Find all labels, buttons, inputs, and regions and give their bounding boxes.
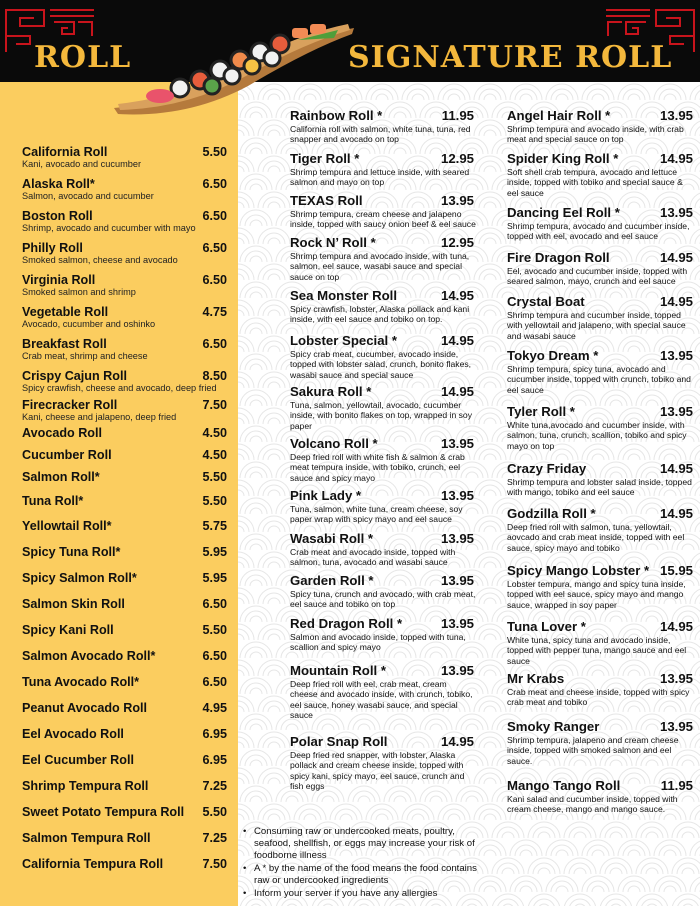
roll-name: Virginia Roll [22, 273, 96, 287]
signature-price: 11.95 [660, 778, 693, 793]
roll-item [22, 753, 227, 767]
signature-item [290, 193, 476, 230]
roll-price: 6.50 [202, 241, 227, 255]
roll-price: 8.50 [202, 369, 227, 383]
roll-price: 6.50 [202, 273, 227, 287]
signature-name: Sakura Roll * [290, 384, 372, 399]
signature-name: Mr Krabs [507, 671, 565, 686]
roll-price: 6.50 [202, 649, 227, 663]
signature-description: Shrimp tempura and avocado inside, with tuna, salmon, eel sauce, wasabi sauce and special sauce on top [290, 251, 470, 282]
signature-name: Spicy Mango Lobster * [507, 563, 650, 578]
roll-item [22, 398, 227, 423]
roll-name: California Roll [22, 145, 108, 159]
signature-item [290, 531, 476, 568]
roll-price: 4.50 [202, 448, 227, 462]
signature-item [290, 108, 476, 145]
roll-item [22, 545, 227, 559]
roll-item [22, 145, 227, 170]
signature-item [290, 384, 476, 431]
roll-name: Spicy Tuna Roll* [22, 545, 121, 559]
roll-item [22, 779, 227, 793]
roll-item [22, 571, 227, 585]
signature-name: Tiger Roll * [290, 151, 360, 166]
signature-description: Eel, avocado and cucumber inside, topped with seared salmon, mayo, crunch and eel sauce [507, 266, 688, 287]
roll-name: Tuna Roll* [22, 494, 84, 508]
note-item: • Inform your server if you have any allergies [242, 888, 492, 900]
signature-price: 15.95 [659, 563, 693, 578]
roll-price: 4.95 [202, 701, 227, 715]
roll-item [22, 448, 227, 462]
signature-name: Smoky Ranger [507, 719, 600, 734]
note-item: • A * by the name of the food means the food contains raw or undercooked ingredients [242, 863, 492, 887]
signature-name: Pink Lady * [290, 488, 362, 503]
roll-price: 6.50 [202, 177, 227, 191]
roll-price: 5.50 [202, 470, 227, 484]
roll-name: Alaska Roll* [22, 177, 95, 191]
roll-price: 7.50 [202, 857, 227, 871]
roll-item [22, 273, 227, 298]
roll-price: 5.50 [202, 623, 227, 637]
signature-description: Spicy crab meat, cucumber, avocado inside, topped with lobster salad, crunch, bonito flakes, wasabi sauce and special sauce [290, 349, 472, 380]
signature-price: 13.95 [440, 488, 474, 503]
signature-item [290, 616, 476, 653]
roll-name: Avocado Roll [22, 426, 103, 440]
roll-name: Philly Roll [22, 241, 83, 255]
roll-description: Salmon, avocado and cucumber [22, 191, 154, 201]
signature-item [507, 151, 693, 198]
signature-price: 13.95 [440, 193, 474, 208]
roll-name: Yellowtail Roll* [22, 519, 112, 533]
roll-description: Spicy crawfish, cheese and avocado, deep fried [22, 383, 217, 393]
roll-name: Shrimp Tempura Roll [22, 779, 149, 793]
roll-item [22, 831, 227, 845]
roll-name: Eel Avocado Roll [22, 727, 124, 741]
signature-price: 13.95 [440, 573, 474, 588]
signature-description: Salmon and avocado inside, topped with tuna, scallion and spicy mayo [290, 632, 466, 653]
signature-description: Deep fried red snapper, with lobster, Alaska pollack and cream cheese inside, topped with spicy kani, spicy mayo, eel sauce, crunch and fish eggs [290, 750, 465, 792]
roll-name: Cucumber Roll [22, 448, 112, 462]
signature-description: Shrimp tempura, spicy tuna, avocado and cucumber inside, topped with crunch, tobiko and eel sauce [507, 364, 691, 395]
signature-description: Shrimp tempura and avocado inside, with crab meat and special sauce on top [507, 124, 684, 145]
roll-price: 6.50 [202, 337, 227, 351]
roll-item [22, 857, 227, 871]
signature-price: 12.95 [440, 235, 474, 250]
signature-description: Tuna, salmon, white tuna, cream cheese, soy paper wrap with spicy mayo and eel sauce [290, 504, 463, 525]
signature-section-title: SIGNATURE ROLL [348, 40, 673, 75]
signature-item [507, 205, 693, 242]
signature-name: Fire Dragon Roll [507, 250, 610, 265]
signature-description: Lobster tempura, mango and spicy tuna inside, topped with eel sauce, spicy mayo and mango sauce, wrapped in soy paper [507, 579, 686, 610]
roll-item [22, 241, 227, 266]
signature-name: Garden Roll * [290, 573, 374, 588]
roll-name: Breakfast Roll [22, 337, 107, 351]
roll-name: Salmon Avocado Roll* [22, 649, 156, 663]
signature-name: Spider King Roll * [507, 151, 619, 166]
roll-description: Smoked salmon, cheese and avocado [22, 255, 178, 265]
signature-price: 13.95 [659, 404, 693, 419]
signature-name: Rock N’ Roll * [290, 235, 376, 250]
signature-item [290, 436, 476, 483]
roll-name: Boston Roll [22, 209, 93, 223]
roll-price: 5.50 [202, 494, 227, 508]
signature-name: Crystal Boat [507, 294, 585, 309]
signature-description: Crab meat and cheese inside, topped with spicy crab meat and tobiko [507, 687, 690, 708]
signature-name: Godzilla Roll * [507, 506, 596, 521]
notes-list [242, 826, 492, 901]
roll-item [22, 701, 227, 715]
signature-name: Volcano Roll * [290, 436, 378, 451]
signature-name: Angel Hair Roll * [507, 108, 611, 123]
roll-price: 4.50 [202, 426, 227, 440]
signature-item [290, 288, 476, 325]
roll-name: Salmon Skin Roll [22, 597, 125, 611]
roll-item [22, 675, 227, 689]
signature-description: Soft shell crab tempura, avocado and lettuce inside, topped with tobiko and special sauce & eel sauce [507, 167, 683, 198]
signature-item [507, 619, 693, 666]
signature-description: Spicy crawfish, lobster, Alaska pollack and kani inside, with eel sauce and tobiko on top. [290, 304, 470, 325]
roll-description: Kani, avocado and cucumber [22, 159, 142, 169]
roll-name: Salmon Roll* [22, 470, 100, 484]
signature-price: 14.95 [440, 384, 474, 399]
roll-item [22, 623, 227, 637]
signature-price: 14.95 [659, 461, 693, 476]
roll-price: 6.95 [202, 727, 227, 741]
roll-item [22, 426, 227, 440]
signature-price: 14.95 [440, 288, 474, 303]
roll-description: Smoked salmon and shrimp [22, 287, 136, 297]
roll-name: Salmon Tempura Roll [22, 831, 151, 845]
roll-price: 6.50 [202, 597, 227, 611]
signature-price: 14.95 [659, 619, 693, 634]
roll-section-title: ROLL [34, 40, 132, 75]
roll-item [22, 649, 227, 663]
signature-name: Dancing Eel Roll * [507, 205, 620, 220]
signature-price: 13.95 [659, 108, 693, 123]
roll-item [22, 805, 227, 819]
signature-name: Red Dragon Roll * [290, 616, 403, 631]
signature-item [290, 151, 476, 188]
signature-item [290, 573, 476, 610]
signature-price: 13.95 [440, 531, 474, 546]
signature-description: Shrimp tempura and lettuce inside, with seared salmon and mayo on top [290, 167, 470, 188]
signature-item [507, 719, 693, 766]
signature-price: 12.95 [440, 151, 474, 166]
roll-name: Sweet Potato Tempura Roll [22, 805, 185, 819]
roll-name: Tuna Avocado Roll* [22, 675, 140, 689]
signature-price: 13.95 [659, 719, 693, 734]
signature-price: 14.95 [659, 250, 693, 265]
roll-description: Crab meat, shrimp and cheese [22, 351, 148, 361]
sushi-boat-icon [108, 10, 358, 120]
signature-name: Sea Monster Roll [290, 288, 397, 303]
roll-item [22, 494, 227, 508]
roll-description: Shrimp, avocado and cucumber with mayo [22, 223, 196, 233]
signature-description: Shrimp tempura, cream cheese and jalapeno inside, topped with saucy onion beef & eel sauce [290, 209, 476, 230]
note-item: • Consuming raw or undercooked meats, poultry, seafood, shellfish, or eggs may increase your risk of foodborne illness [242, 826, 492, 862]
signature-price: 11.95 [441, 108, 474, 123]
roll-item [22, 727, 227, 741]
signature-price: 13.95 [659, 205, 693, 220]
signature-item [507, 108, 693, 145]
roll-price: 7.50 [202, 398, 227, 412]
signature-item [290, 333, 476, 380]
roll-item [22, 209, 227, 234]
signature-price: 14.95 [440, 734, 474, 749]
roll-price: 6.50 [202, 209, 227, 223]
roll-item [22, 369, 227, 394]
roll-item [22, 177, 227, 202]
signature-price: 13.95 [440, 436, 474, 451]
signature-price: 13.95 [659, 348, 693, 363]
roll-price: 5.50 [202, 805, 227, 819]
signature-name: Tyler Roll * [507, 404, 575, 419]
roll-name: Vegetable Roll [22, 305, 109, 319]
roll-price: 5.95 [202, 545, 227, 559]
roll-price: 7.25 [202, 831, 227, 845]
roll-name: Crispy Cajun Roll [22, 369, 127, 383]
signature-description: Shrimp tempura, avocado and cucumber inside, topped with eel, avocado and eel sauce [507, 221, 690, 242]
signature-description: White tuna,avocado and cucumber inside, with salmon, tuna, crunch, scallion, tobiko and spicy mayo on top [507, 420, 687, 451]
signature-name: Rainbow Roll * [290, 108, 383, 123]
signature-item [507, 778, 693, 815]
signature-description: Shrimp tempura and lobster salad inside, topped with mango, tobiko and eel sauce [507, 477, 692, 498]
roll-name: Eel Cucumber Roll [22, 753, 134, 767]
signature-item [507, 563, 693, 610]
signature-item [290, 734, 476, 792]
roll-price: 6.50 [202, 675, 227, 689]
signature-item [290, 488, 476, 525]
signature-description: Shrimp tempura, jalapeno and cream cheese inside, topped with smoked salmon and eel sauce. [507, 735, 679, 766]
signature-name: Wasabi Roll * [290, 531, 374, 546]
signature-name: TEXAS Roll [290, 193, 363, 208]
signature-description: Deep fried roll with salmon, tuna, yellowtail, aovcado and crab meat inside, topped with eel sauce, spicy mayo and tobiko [507, 522, 685, 553]
signature-name: Polar Snap Roll [290, 734, 388, 749]
roll-name: California Tempura Roll [22, 857, 164, 871]
signature-price: 13.95 [440, 616, 474, 631]
roll-price: 6.95 [202, 753, 227, 767]
roll-name: Spicy Salmon Roll* [22, 571, 137, 585]
signature-description: Kani salad and cucumber inside, topped with cream cheese, mango and mango sauce. [507, 794, 678, 815]
signature-description: Tuna, salmon, yellowtail, avocado, cucumber inside, with bonito flakes on top, wrapped in soy paper [290, 400, 473, 431]
roll-item [22, 470, 227, 484]
signature-description: White tuna, spicy tuna and avocado inside, topped with pepper tuna, mango sauce and eel sauce [507, 635, 687, 666]
signature-item [507, 404, 693, 451]
signature-price: 14.95 [659, 294, 693, 309]
roll-item [22, 337, 227, 362]
signature-item [507, 250, 693, 287]
roll-item [22, 597, 227, 611]
signature-price: 14.95 [659, 151, 693, 166]
signature-item [290, 235, 476, 282]
signature-description: Deep fried roll with eel, crab meat, cream cheese and avocado inside, with crunch, tobiko, eel sauce, honey wasabi sauce, and special sauce [290, 679, 473, 721]
signature-item [507, 294, 693, 341]
signature-description: California roll with salmon, white tuna, tuna, red snapper and avocado on top [290, 124, 471, 145]
roll-price: 5.50 [202, 145, 227, 159]
signature-price: 13.95 [440, 663, 474, 678]
signature-item [507, 348, 693, 395]
signature-name: Mango Tango Roll [507, 778, 621, 793]
roll-name: Peanut Avocado Roll [22, 701, 148, 715]
roll-description: Kani, cheese and jalapeno, deep fried [22, 412, 177, 422]
signature-item [507, 671, 693, 708]
signature-price: 14.95 [659, 506, 693, 521]
roll-name: Spicy Kani Roll [22, 623, 114, 637]
signature-item [507, 506, 693, 553]
signature-description: Crab meat and avocado inside, topped with salmon, tuna, avocado and wasabi sauce [290, 547, 456, 568]
roll-description: Avocado, cucumber and oshinko [22, 319, 156, 329]
roll-price: 4.75 [202, 305, 227, 319]
signature-name: Lobster Special * [290, 333, 398, 348]
roll-price: 5.95 [202, 571, 227, 585]
roll-item [22, 519, 227, 533]
signature-name: Crazy Friday [507, 461, 587, 476]
signature-name: Mountain Roll * [290, 663, 386, 678]
signature-name: Tokyo Dream * [507, 348, 599, 363]
signature-price: 14.95 [440, 333, 474, 348]
signature-description: Deep fried roll with white fish & salmon & crab meat tempura inside, with tobiko, crunch, eel sauce and spicy mayo [290, 452, 465, 483]
signature-name: Tuna Lover * [507, 619, 586, 634]
roll-price: 5.75 [202, 519, 227, 533]
signature-description: Shrimp tempura and cucumber inside, topped with yellowtail and jalapeno, with special sauce and wasabi sauce [507, 310, 686, 341]
signature-item [507, 461, 693, 498]
roll-price: 7.25 [202, 779, 227, 793]
roll-name: Firecracker Roll [22, 398, 118, 412]
signature-item [290, 663, 476, 721]
signature-price: 13.95 [659, 671, 693, 686]
signature-description: Spicy tuna, crunch and avocado, with crab meat, eel sauce and tobiko on top [290, 589, 476, 610]
roll-item [22, 305, 227, 330]
